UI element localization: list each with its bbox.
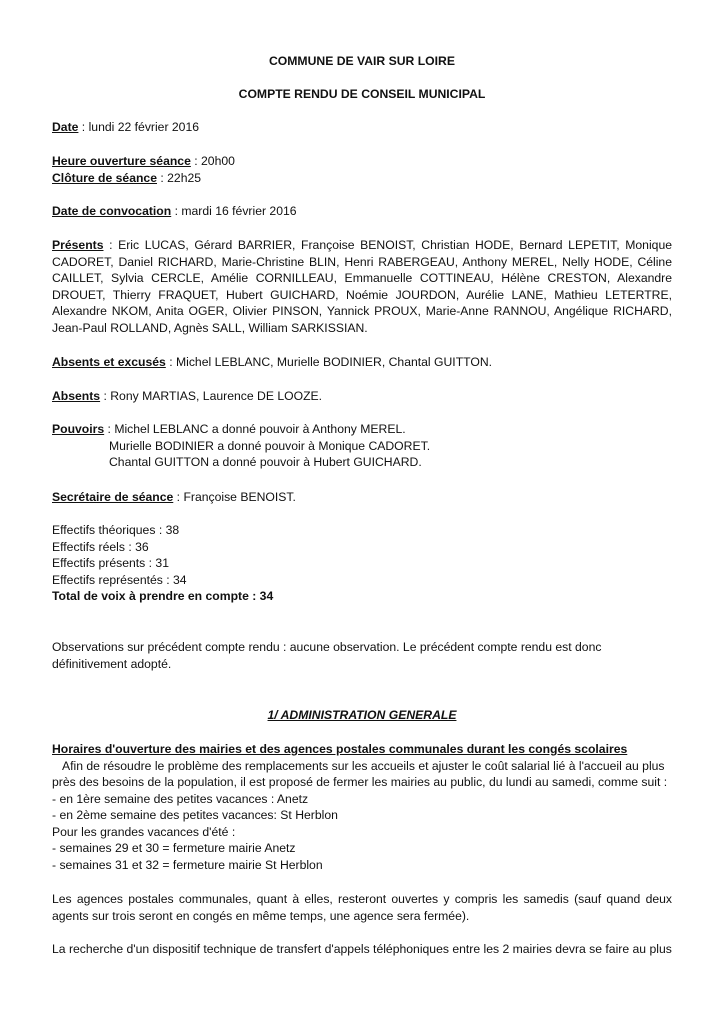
observations-paragraph: Observations sur précédent compte rendu : aucune observation. Le précédent compte rendu est donc définitivement adopté. — [52, 640, 602, 671]
absents-text: : Rony MARTIAS, Laurence DE LOOZE. — [100, 389, 323, 403]
presents-text: : Eric LUCAS, Gérard BARRIER, Françoise BENOIST, Christian HODE, Bernard LEPETIT, Monique CADORET, Daniel RICHARD, Marie-Christine BLIN, Henri RABERGEAU, Anthony MEREL, Nelly HODE, Céline CAILLET, Sylvia CERCLE, Amélie CORNILLEAU, Emmanuelle COTTINEAU, Hélène CRESTON, Alexandre DROUET, Thierry FRAQUET, Hubert GUICHARD, Noémie JOURDON, Aurélie LANE, Mathieu LETERTRE, Alexandre NKOM, Anita OGER, Olivier PINSON, Yannick PROUX, Marie-Anne RANNOU, Angélique RICHARD, Jean-Paul ROLLAND, Agnès SALL, William SARKISSIAN. — [52, 238, 672, 335]
date-label: Date — [52, 120, 79, 134]
absents-excuses-label: Absents et excusés — [52, 355, 166, 369]
absents-excuses-text: : Michel LEBLANC, Murielle BODINIER, Chantal GUITTON. — [165, 355, 493, 369]
list-item: - semaines 31 et 32 = fermeture mairie St Herblon — [52, 857, 323, 872]
opening-value: : 20h00 — [190, 154, 235, 168]
pouvoirs-paragraph — [52, 421, 672, 471]
convocation-label: Date de convocation — [52, 204, 172, 218]
presents-label: Présents — [52, 238, 104, 252]
secretaire-text: : Françoise BENOIST. — [173, 490, 296, 504]
absents-paragraph — [52, 388, 672, 405]
section-paragraph-2: Les agences postales communales, quant à elles, resteront ouvertes y compris les samedis (sauf quand deux agents sur trois seront en congés en même temps, une agence sera fermée). — [52, 892, 672, 923]
pouvoir-text-1: : Michel LEBLANC a donné pouvoir à Anthony MEREL. — [104, 422, 406, 436]
opening-time — [52, 153, 672, 170]
section-title: 1/ ADMINISTRATION GENERALE — [267, 708, 457, 722]
section-body — [52, 741, 672, 873]
convocation-value: : mardi 16 février 2016 — [171, 204, 297, 218]
closing-value: : 22h25 — [157, 171, 202, 185]
section-paragraph-3: La recherche d'un dispositif technique de transfert d'appels téléphoniques entre les 2 mairies devra se faire au plus — [52, 942, 672, 956]
secretaire-paragraph — [52, 489, 672, 506]
opening-label: Heure ouverture séance — [52, 154, 191, 168]
document-title: COMPTE RENDU DE CONSEIL MUNICIPAL — [238, 87, 486, 101]
commune-title: COMMUNE DE VAIR SUR LOIRE — [269, 54, 455, 68]
secretaire-label: Secrétaire de séance — [52, 490, 174, 504]
list-item: - en 1ère semaine des petites vacances : Anetz — [52, 791, 309, 806]
section-paragraph-1: Afin de résoudre le problème des remplacements sur les accueils et ajuster le coût salarial lié à l'accueil au plus près des besoins de la population, il est proposé de fermer les mairies au public, du lundi au samedi, comme suit : — [52, 758, 668, 789]
absents-excuses-paragraph — [52, 354, 672, 371]
effectifs-presents: Effectifs présents : 31 — [52, 556, 169, 570]
list-item: Pour les grandes vacances d'été : — [52, 824, 236, 839]
effectifs-reels: Effectifs réels : 36 — [52, 539, 149, 554]
pouvoirs-label: Pouvoirs — [52, 422, 105, 436]
total-voix: Total de voix à prendre en compte : 34 — [52, 589, 274, 603]
pouvoir-line — [52, 421, 672, 438]
effectifs-theoriques: Effectifs théoriques : 38 — [52, 523, 180, 537]
pouvoir-text-2: Murielle BODINIER a donné pouvoir à Monique CADORET. — [109, 438, 431, 453]
convocation-date — [52, 203, 672, 220]
absents-label: Absents — [52, 389, 101, 403]
presents-paragraph — [52, 237, 672, 336]
pouvoir-text-3: Chantal GUITTON a donné pouvoir à Hubert GUICHARD. — [109, 455, 422, 469]
date-value: : lundi 22 février 2016 — [78, 120, 200, 134]
closing-label: Clôture de séance — [52, 171, 157, 185]
list-item: - semaines 29 et 30 = fermeture mairie Anetz — [52, 841, 296, 855]
list-item: - en 2ème semaine des petites vacances: St Herblon — [52, 808, 338, 822]
closing-time — [52, 170, 672, 187]
meeting-date — [52, 119, 672, 136]
section-subtitle: Horaires d'ouverture des mairies et des agences postales communales durant les congés scolaires — [52, 742, 628, 756]
effectifs-representes: Effectifs représentés : 34 — [52, 572, 187, 587]
effectifs-block — [52, 522, 672, 605]
